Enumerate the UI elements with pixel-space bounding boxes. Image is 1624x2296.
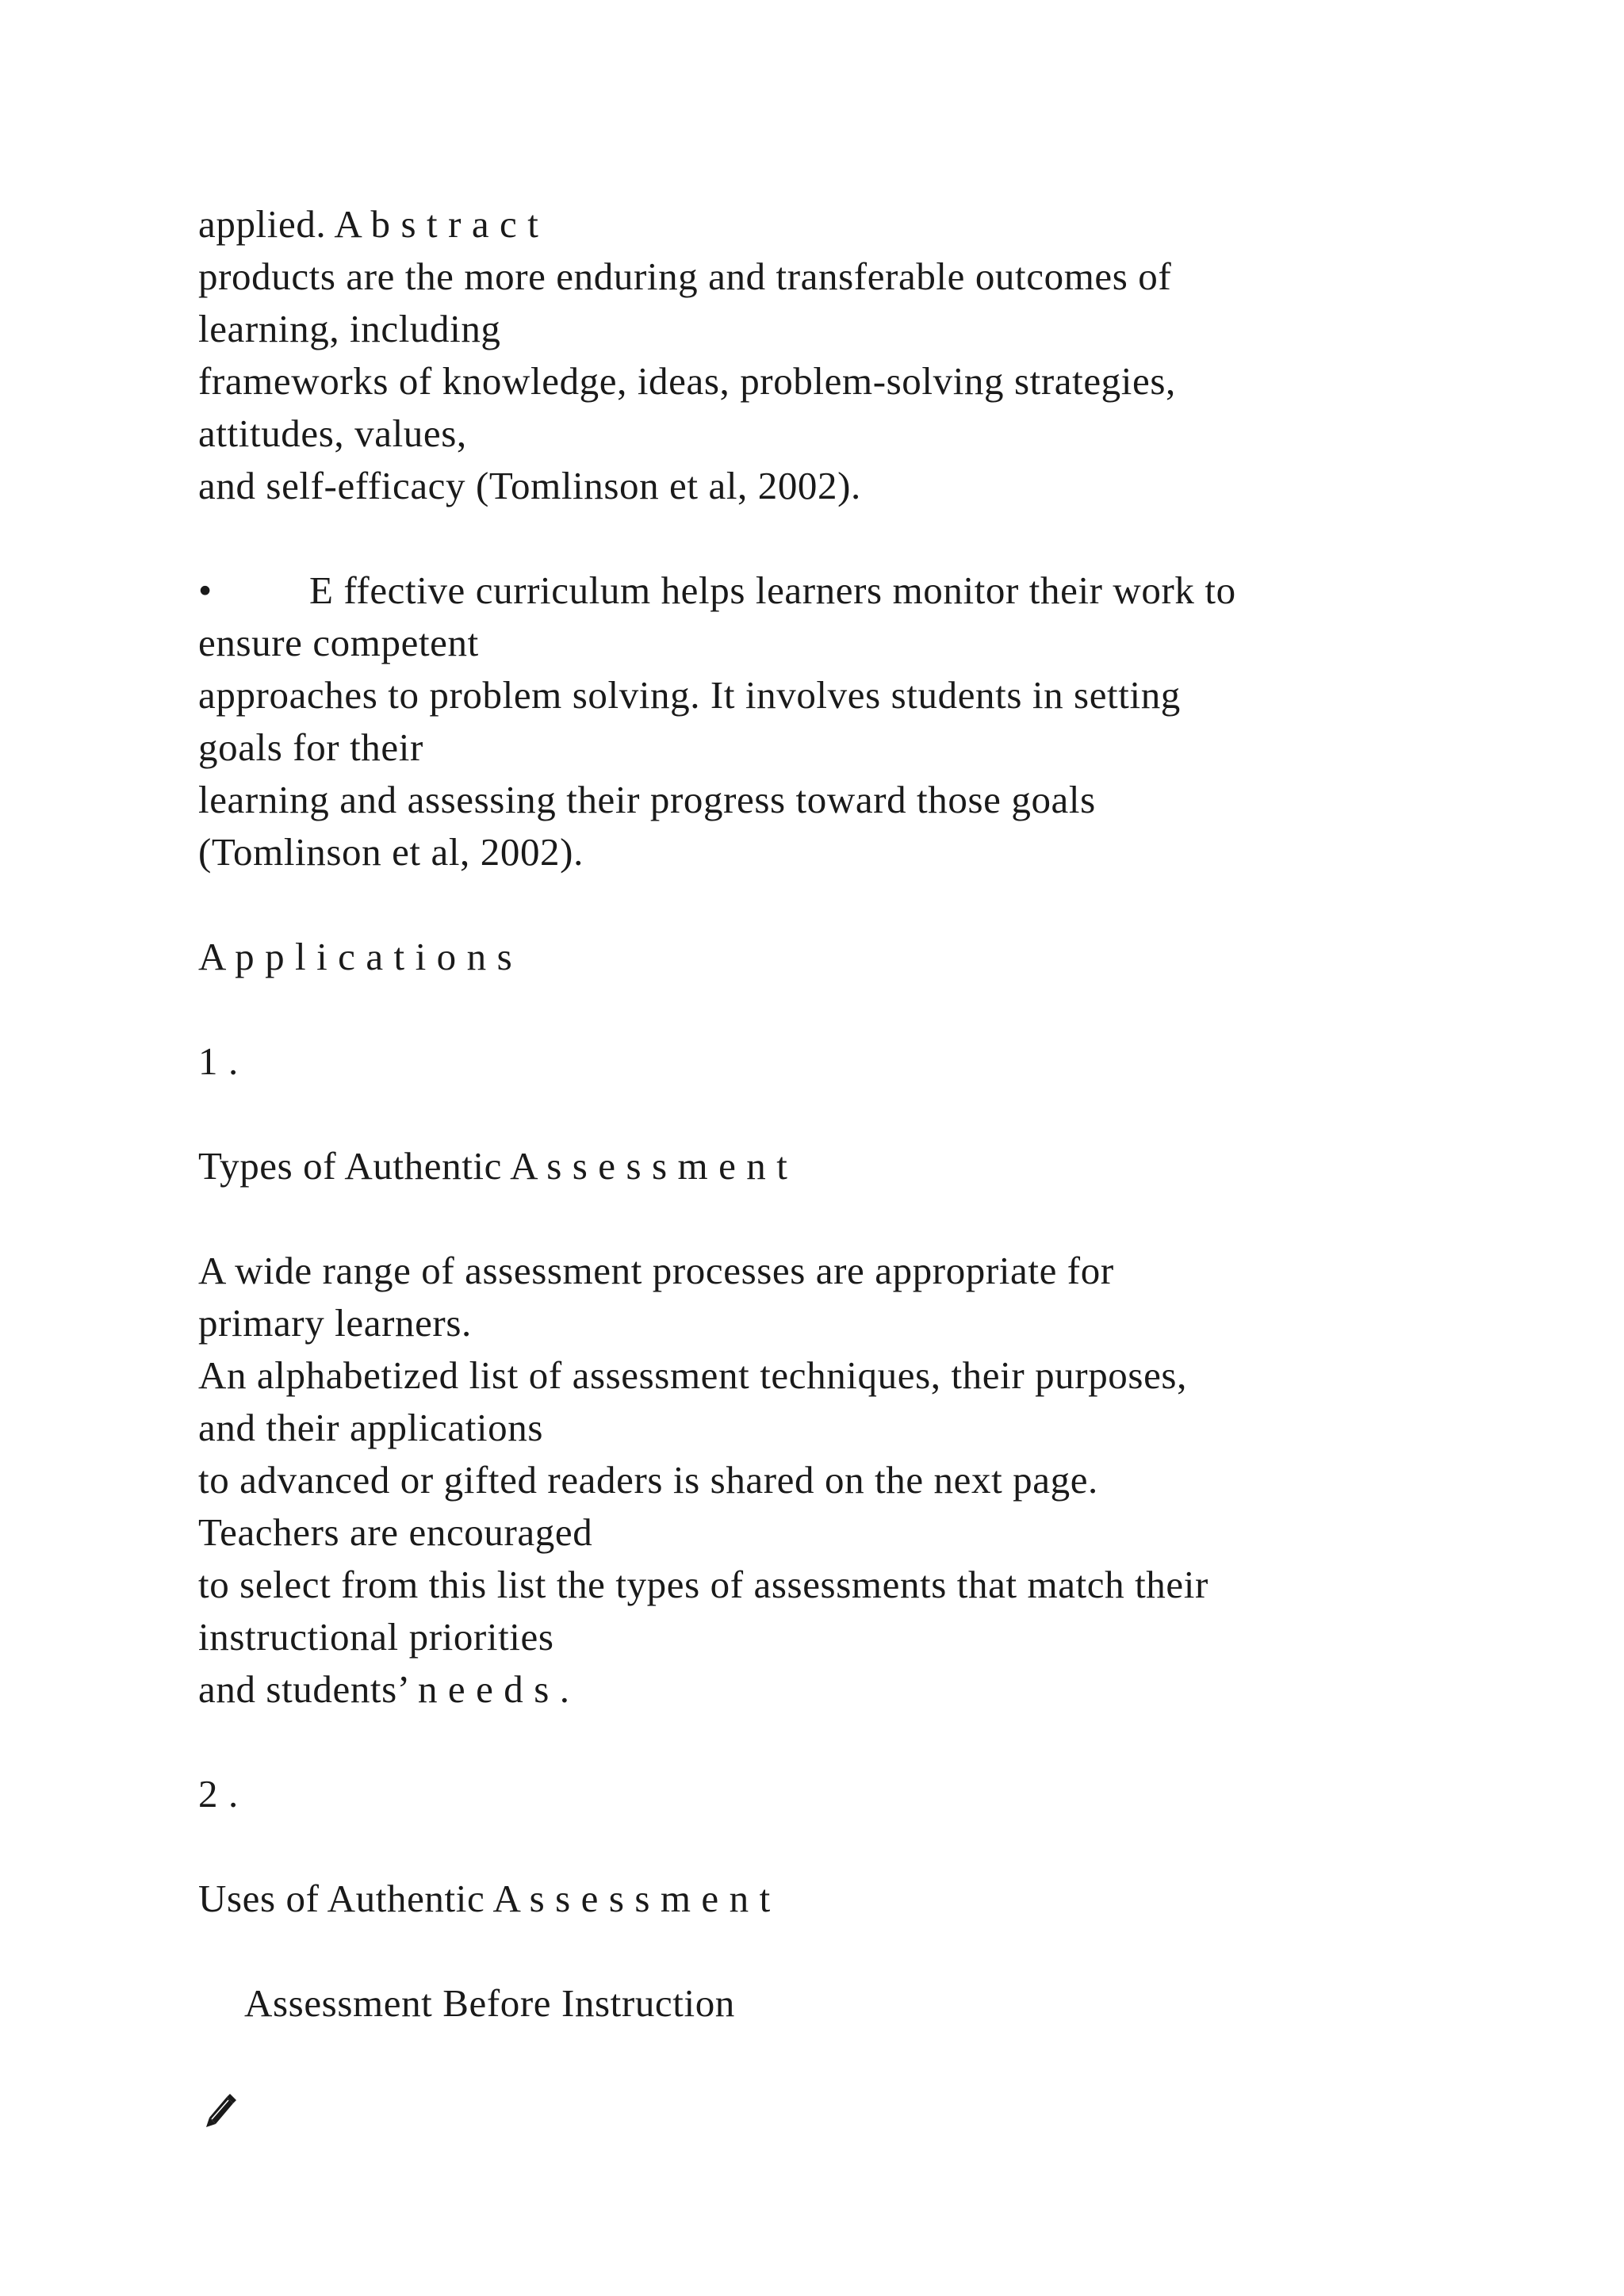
para2-line-7: to select from this list the types of assessments that match their bbox=[198, 1563, 1208, 1606]
para2-line-3: An alphabetized list of assessment techniques, their purposes, bbox=[198, 1353, 1187, 1397]
bullet-first-line: E ffective curriculum helps learners monitor their work to bbox=[309, 568, 1236, 612]
bullet-line-6: (Tomlinson et al, 2002). bbox=[198, 830, 584, 874]
para2-line-6: Teachers are encouraged bbox=[198, 1510, 593, 1554]
bullet-line-4: goals for their bbox=[198, 725, 423, 769]
item1-heading: Types of Authentic A s s e s s m e n t bbox=[198, 1144, 788, 1188]
para2-line-4: and their applications bbox=[198, 1406, 544, 1449]
bullet-symbol: • bbox=[198, 568, 213, 612]
para1-line-1: applied. A b s t r a c t bbox=[198, 202, 539, 246]
item2-heading: Uses of Authentic A s s e s s m e n t bbox=[198, 1877, 771, 1920]
para1-line-5: attitudes, values, bbox=[198, 411, 467, 455]
bullet-line-2: ensure competent bbox=[198, 621, 479, 664]
para1-line-3: learning, including bbox=[198, 307, 501, 350]
para1-line-6: and self-efficacy (Tomlinson et al, 2002). bbox=[198, 464, 861, 507]
para1-line-2: products are the more enduring and transferable outcomes of bbox=[198, 254, 1172, 298]
para2-line-5: to advanced or gifted readers is shared on the next page. bbox=[198, 1458, 1098, 1502]
item2-number: 2 . bbox=[198, 1772, 239, 1816]
item1-number: 1 . bbox=[198, 1039, 239, 1083]
para2-line-1: A wide range of assessment processes are appropriate for bbox=[198, 1249, 1114, 1292]
bullet-line-1 bbox=[198, 564, 1507, 617]
pencil-item-label: Assessment Before Instruction bbox=[244, 1981, 735, 2025]
para1-line-4: frameworks of knowledge, ideas, problem-solving strategies, bbox=[198, 359, 1176, 403]
para2-line-8: instructional priorities bbox=[198, 1615, 554, 1659]
para2-line-2: primary learners. bbox=[198, 1301, 472, 1345]
bullet-line-3: approaches to problem solving. It involves students in setting bbox=[198, 673, 1181, 717]
pencil-icon bbox=[198, 1983, 239, 2024]
applications-heading: A p p l i c a t i o n s bbox=[198, 935, 513, 978]
para2-line-9: and students’ n e e d s . bbox=[198, 1667, 570, 1711]
pencil-item bbox=[198, 1977, 1507, 2030]
bullet-line-5: learning and assessing their progress toward those goals bbox=[198, 778, 1096, 821]
